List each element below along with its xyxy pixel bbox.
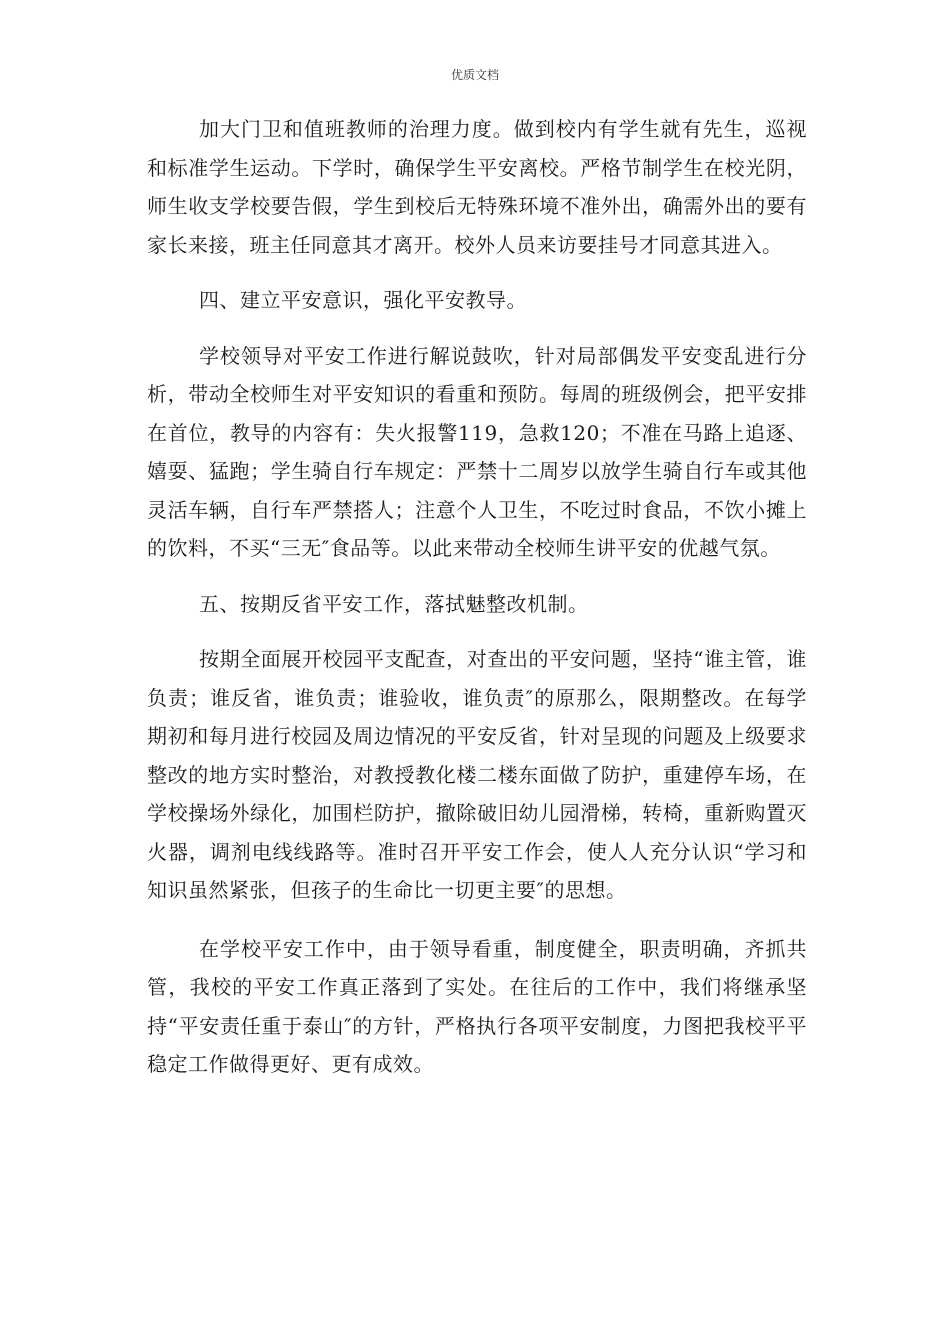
- section-heading: 五、按期反省平安工作，落拭魅整改机制。: [199, 591, 589, 616]
- paragraph: 加大门卫和值班教师的治理力度。做到校内有学生就有先生，巡视和标准学生运动。下学时，确保学生平安离校。严格节制学生在校光阴，师生收支学校要告假，学生到校后无特殊环境不准外出，确需外出的要有家长来接，班主任同意其才离开。校外人员来访要挂号才同意其进入。: [147, 117, 807, 257]
- paragraph: 在学校平安工作中，由于领导看重，制度健全，职责明确，齐抓共管，我校的平安工作真正落到了实处。在往后的工作中，我们将继承坚持“平安责任重于泰山″的方针，严格执行各项平安制度，力图把我校平平稳定工作做得更好、更有成效。: [147, 936, 807, 1076]
- document-body: [147, 110, 807, 1084]
- page-header: 优质文档: [450, 68, 499, 82]
- paragraph: 按期全面展开校园平支配查，对查出的平安问题，坚持“谁主管，谁负责；谁反省，谁负责；谁验收，谁负责″的原那么，限期整改。在每学期初和每月进行校园及周边情况的平安反省，针对呈现的问题及上级要求整改的地方实时整治，对教授教化楼二楼东面做了防护，重建停车场，在学校操场外绿化，加围栏防护，撤除破旧幼儿园滑梯，转椅，重新购置灭火器，调剂电线线路等。准时召开平安工作会，使人人充分认识“学习和知识虽然紧张，但孩子的生命比一切更主要″的思想。: [147, 647, 807, 902]
- section-heading: 四、建立平安意识，强化平安教导。: [199, 288, 527, 312]
- paragraph: 学校领导对平安工作进行解说鼓吹，针对局部偶发平安变乱进行分析，带动全校师生对平安知识的看重和预防。每周的班级例会，把平安排在首位，教导的内容有：失火报警119，急救120；不准在马路上追逐、嬉耍、猛跑；学生骑自行车规定：严禁十二周岁以放学生骑自行车或其他灵活车辆，自行车严禁搭人；注意个人卫生，不吃过时食品，不饮小摊上的饮料，不买“三无″食品等。以此来带动全校师生讲平安的优越气氛。: [147, 343, 807, 560]
